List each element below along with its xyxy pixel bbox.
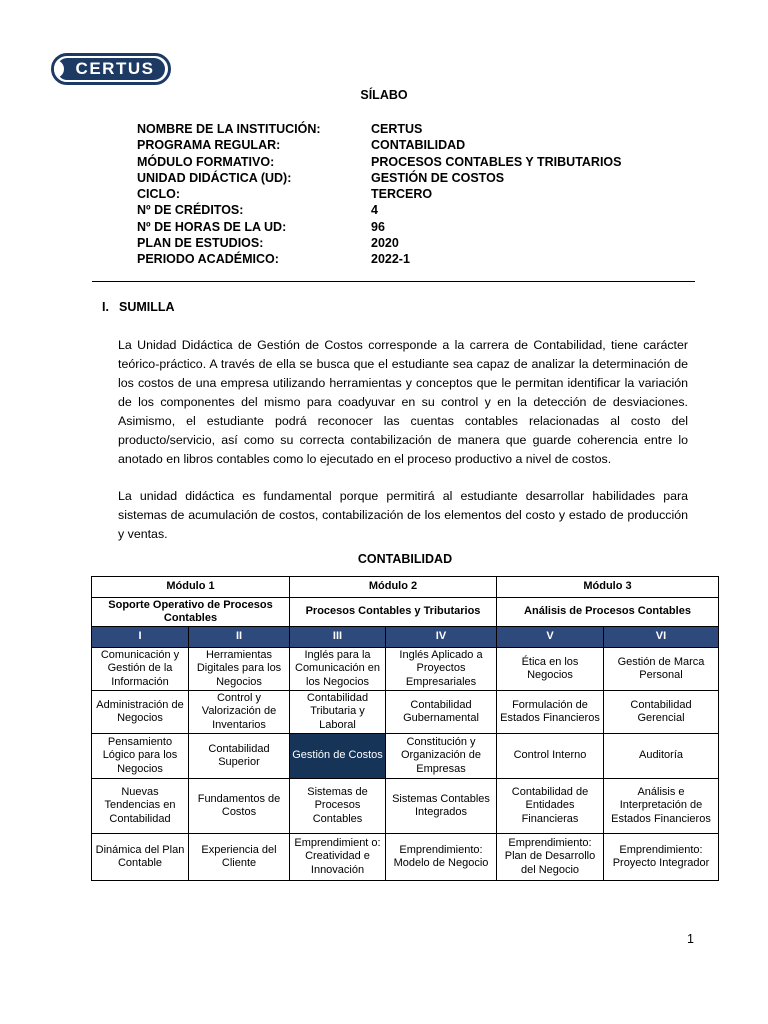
info-value: 2020 bbox=[371, 236, 399, 251]
info-label: PERIODO ACADÉMICO: bbox=[137, 252, 279, 267]
info-value: 2022-1 bbox=[371, 252, 410, 267]
info-label: NOMBRE DE LA INSTITUCIÓN: bbox=[137, 122, 321, 136]
logo-text: CERTUS bbox=[57, 58, 165, 80]
info-row-unit bbox=[137, 170, 622, 186]
info-value: 96 bbox=[371, 219, 385, 234]
course-cell: Contabilidad Gubernamental bbox=[386, 691, 497, 734]
course-cell: Emprendimiento: Proyecto Integrador bbox=[604, 834, 719, 881]
info-row-plan bbox=[137, 235, 622, 251]
summary-paragraph-2: La unidad didáctica es fundamental porque permitirá al estudiante desarrollar habilidades para sistemas de acumulación de costos, contabilización de los elementos del costo y estado de producción y ventas. bbox=[118, 489, 688, 541]
table-row bbox=[92, 648, 719, 691]
table-row bbox=[92, 779, 719, 834]
section-title: SUMILLA bbox=[119, 300, 175, 314]
summary-paragraph-1: La Unidad Didáctica de Gestión de Costos corresponde a la carrera de Contabilidad, tiene carácter teórico-práctico. A través de ella se busca que el estudiante sea capaz de analizar la determinación de los costos de una empresa utilizando herramientas y conceptos que le permitan identificar la variación de los componentes del mismo para coadyuvar en su control y en la detección de desviaciones. Asimismo, el estudiante podrá reconocer las cuentas contables relacionadas al costo del producto/servicio, así como su correcta contabilización de manera que guarde coherencia entre lo anotado en libros contables como lo ejecutado en el proceso productivo a nivel de costos. bbox=[118, 338, 688, 466]
page-number: 1 bbox=[687, 932, 694, 946]
info-row-period bbox=[137, 251, 622, 267]
info-row-program bbox=[137, 137, 622, 153]
info-row-institution bbox=[137, 121, 622, 137]
course-cell: Contabilidad Tributaria y Laboral bbox=[290, 691, 386, 734]
cycle-header-row bbox=[92, 627, 719, 648]
course-cell: Contabilidad Superior bbox=[189, 734, 290, 779]
info-value: TERCERO bbox=[371, 187, 433, 202]
course-cell: Auditoría bbox=[604, 734, 719, 779]
course-cell: Sistemas de Procesos Contables bbox=[290, 779, 386, 834]
course-cell: Fundamentos de Costos bbox=[189, 779, 290, 834]
course-cell: Pensamiento Lógico para los Negocios bbox=[92, 734, 189, 779]
course-cell: Contabilidad Gerencial bbox=[604, 691, 719, 734]
cycle-header: III bbox=[290, 627, 386, 648]
curriculum-table bbox=[91, 576, 719, 881]
module-name-row bbox=[92, 598, 719, 627]
module-name: Análisis de Procesos Contables bbox=[497, 598, 719, 627]
course-cell: Inglés para la Comunicación en los Negocios bbox=[290, 648, 386, 691]
cycle-header: II bbox=[189, 627, 290, 648]
course-cell: Experiencia del Cliente bbox=[189, 834, 290, 881]
course-cell: Control y Valorización de Inventarios bbox=[189, 691, 290, 734]
info-row-credits bbox=[137, 202, 622, 218]
info-row-module bbox=[137, 154, 622, 170]
section-heading bbox=[102, 300, 175, 314]
module-name: Soporte Operativo de Procesos Contables bbox=[92, 598, 290, 627]
info-value: GESTIÓN DE COSTOS bbox=[371, 170, 505, 185]
section-number: I. bbox=[102, 300, 109, 314]
course-cell: Emprendimiento: Modelo de Negocio bbox=[386, 834, 497, 881]
document-title: SÍLABO bbox=[360, 88, 408, 102]
course-cell: Emprendimient o: Creatividad e Innovación bbox=[290, 834, 386, 881]
info-row-cycle bbox=[137, 186, 622, 202]
cycle-header: I bbox=[92, 627, 189, 648]
cycle-header: VI bbox=[604, 627, 719, 648]
course-cell: Control Interno bbox=[497, 734, 604, 779]
course-cell: Herramientas Digitales para los Negocios bbox=[189, 648, 290, 691]
module-header: Módulo 1 bbox=[92, 577, 290, 598]
course-cell: Nuevas Tendencias en Contabilidad bbox=[92, 779, 189, 834]
info-value: PROCESOS CONTABLES Y TRIBUTARIOS bbox=[371, 154, 622, 169]
cycle-header: IV bbox=[386, 627, 497, 648]
course-cell: Sistemas Contables Integrados bbox=[386, 779, 497, 834]
course-cell: Constitución y Organización de Empresas bbox=[386, 734, 497, 779]
course-info bbox=[137, 121, 622, 268]
info-label: UNIDAD DIDÁCTICA (UD): bbox=[137, 170, 292, 185]
course-cell: Inglés Aplicado a Proyectos Empresariales bbox=[386, 648, 497, 691]
info-label: CICLO: bbox=[137, 187, 181, 202]
course-cell: Contabilidad de Entidades Financieras bbox=[497, 779, 604, 834]
table-row bbox=[92, 691, 719, 734]
info-label: Nº DE HORAS DE LA UD: bbox=[137, 219, 287, 234]
module-header: Módulo 2 bbox=[290, 577, 497, 598]
course-cell: Ética en los Negocios bbox=[497, 648, 604, 691]
course-cell: Administración de Negocios bbox=[92, 691, 189, 734]
course-cell: Emprendimiento: Plan de Desarrollo del Negocio bbox=[497, 834, 604, 881]
course-cell: Comunicación y Gestión de la Información bbox=[92, 648, 189, 691]
certus-logo bbox=[51, 53, 171, 85]
table-row bbox=[92, 834, 719, 881]
course-cell: Formulación de Estados Financieros bbox=[497, 691, 604, 734]
course-cell: Gestión de Marca Personal bbox=[604, 648, 719, 691]
info-value: 4 bbox=[371, 203, 378, 218]
info-value: CERTUS bbox=[371, 122, 423, 136]
module-name: Procesos Contables y Tributarios bbox=[290, 598, 497, 627]
course-cell: Análisis e Interpretación de Estados Financieros bbox=[604, 779, 719, 834]
info-label: Nº DE CRÉDITOS: bbox=[137, 203, 244, 218]
module-header: Módulo 3 bbox=[497, 577, 719, 598]
course-cell: Dinámica del Plan Contable bbox=[92, 834, 189, 881]
info-row-hours bbox=[137, 219, 622, 235]
table-title: CONTABILIDAD bbox=[357, 552, 453, 566]
table-row bbox=[92, 734, 719, 779]
module-header-row bbox=[92, 577, 719, 598]
separator-line bbox=[92, 281, 695, 282]
cycle-header: V bbox=[497, 627, 604, 648]
info-label: PROGRAMA REGULAR: bbox=[137, 138, 281, 153]
info-label: MÓDULO FORMATIVO: bbox=[137, 154, 275, 169]
current-course-cell: Gestión de Costos bbox=[290, 734, 386, 779]
info-value: CONTABILIDAD bbox=[371, 138, 466, 153]
info-label: PLAN DE ESTUDIOS: bbox=[137, 236, 264, 251]
